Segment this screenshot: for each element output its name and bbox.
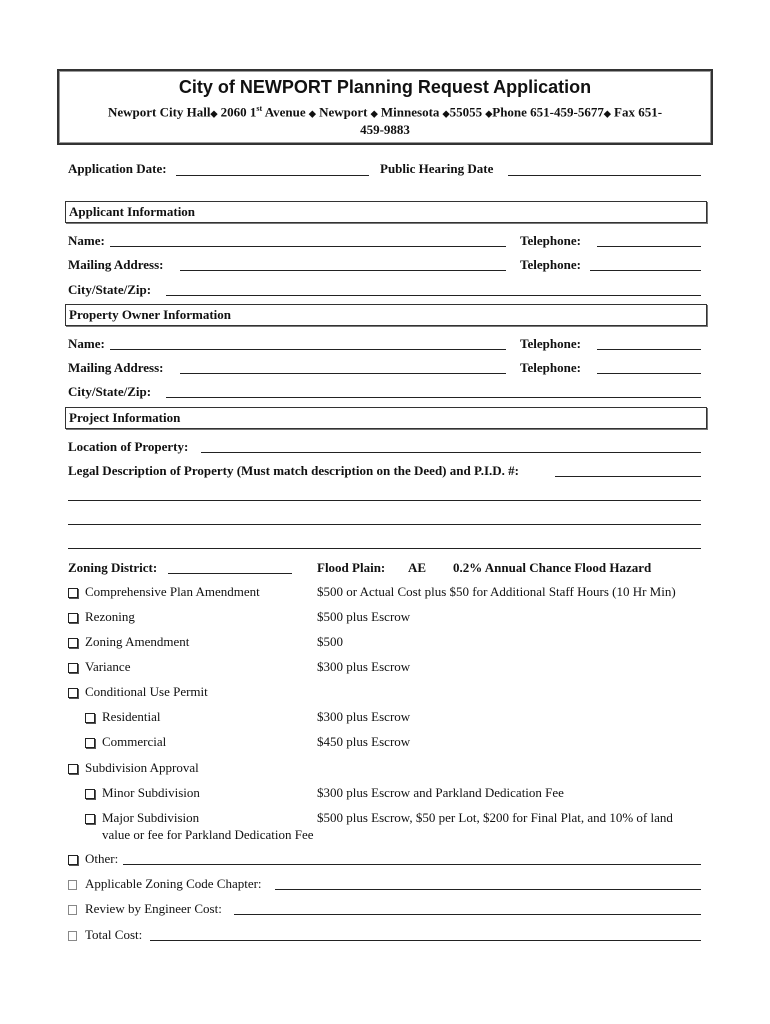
zoning-amendment-checkbox[interactable] xyxy=(68,638,78,648)
cup-checkbox[interactable] xyxy=(68,688,78,698)
street-number: 2060 1 xyxy=(220,104,257,120)
public-hearing-label: Public Hearing Date xyxy=(380,161,494,176)
legal-description-label: Legal Description of Property (Must match description on the Deed) and P.I.D. #: xyxy=(68,463,519,478)
residential-checkbox[interactable] xyxy=(85,713,95,723)
city-name: Newport xyxy=(319,104,368,120)
diamond-icon: ◆ xyxy=(603,108,611,119)
other-field[interactable] xyxy=(123,864,701,865)
street-suffix: st xyxy=(256,104,263,113)
legal-description-line-1[interactable] xyxy=(68,500,701,501)
applicant-mailing-field[interactable] xyxy=(180,270,506,271)
zoning-district-field[interactable] xyxy=(168,573,292,574)
owner-telephone2-field[interactable] xyxy=(597,373,701,374)
zoning-code-label: Applicable Zoning Code Chapter: xyxy=(85,876,262,891)
flood-plain-hazard: 0.2% Annual Chance Flood Hazard xyxy=(453,560,652,575)
total-cost-label: Total Cost: xyxy=(85,927,143,942)
page-title: City of NEWPORT Planning Request Application xyxy=(178,77,592,97)
major-subdivision-fee: $500 plus Escrow, $50 per Lot, $200 for Final Plat, and 10% of land xyxy=(317,810,673,825)
comp-plan-fee: $500 or Actual Cost plus $50 for Additional Staff Hours (10 Hr Min) xyxy=(317,584,676,599)
owner-mailing-label: Mailing Address: xyxy=(68,360,164,375)
applicant-telephone-field[interactable] xyxy=(597,246,701,247)
fax-number: Fax 651- xyxy=(614,104,663,120)
flood-plain-label: Flood Plain: xyxy=(317,560,386,575)
cup-label: Conditional Use Permit xyxy=(85,684,208,699)
engineer-cost-field[interactable] xyxy=(234,914,701,915)
phone-number: Phone 651-459-5677 xyxy=(492,104,604,120)
address-line xyxy=(59,104,711,120)
commercial-checkbox[interactable] xyxy=(85,738,95,748)
rezoning-fee: $500 plus Escrow xyxy=(317,609,411,624)
public-hearing-field[interactable] xyxy=(508,175,701,176)
zoning-district-label: Zoning District: xyxy=(68,560,158,575)
applicant-telephone-label: Telephone: xyxy=(520,233,581,248)
engineer-cost-label: Review by Engineer Cost: xyxy=(85,901,222,916)
applicant-name-label: Name: xyxy=(68,233,105,248)
variance-fee: $300 plus Escrow xyxy=(317,659,411,674)
diamond-icon: ◆ xyxy=(442,108,450,119)
location-label: Location of Property: xyxy=(68,439,189,454)
state-name: Minnesota xyxy=(380,104,440,120)
engineer-cost-checkbox[interactable] xyxy=(68,905,77,915)
rezoning-checkbox[interactable] xyxy=(68,613,78,623)
legal-description-line-3[interactable] xyxy=(68,548,701,549)
variance-label: Variance xyxy=(85,659,131,674)
legal-description-line-2[interactable] xyxy=(68,524,701,525)
applicant-heading: Applicant Information xyxy=(69,204,196,219)
zip-code: 55055 xyxy=(449,104,483,120)
minor-subdivision-checkbox[interactable] xyxy=(85,789,95,799)
pid-field[interactable] xyxy=(555,476,701,477)
subdivision-label: Subdivision Approval xyxy=(85,760,199,775)
owner-heading: Property Owner Information xyxy=(69,307,231,322)
owner-telephone-field[interactable] xyxy=(597,349,701,350)
owner-telephone-label: Telephone: xyxy=(520,336,581,351)
applicant-mailing-label: Mailing Address: xyxy=(68,257,164,272)
applicant-name-field[interactable] xyxy=(110,246,506,247)
owner-citystatezip-field[interactable] xyxy=(166,397,701,398)
residential-fee: $300 plus Escrow xyxy=(317,709,411,724)
project-section-header xyxy=(65,407,707,429)
fax-continued: 459-9883 xyxy=(360,122,410,137)
commercial-fee: $450 plus Escrow xyxy=(317,734,411,749)
city-hall: Newport City Hall xyxy=(107,104,211,120)
applicant-citystatezip-label: City/State/Zip: xyxy=(68,282,152,297)
diamond-icon: ◆ xyxy=(210,108,218,119)
total-cost-field[interactable] xyxy=(150,940,701,941)
zoning-code-field[interactable] xyxy=(275,889,701,890)
owner-mailing-field[interactable] xyxy=(180,373,506,374)
minor-subdivision-fee: $300 plus Escrow and Parkland Dedication Fee xyxy=(317,785,564,800)
owner-section-header xyxy=(65,304,707,326)
owner-citystatezip-label: City/State/Zip: xyxy=(68,384,152,399)
major-subdivision-label: Major Subdivision xyxy=(102,810,200,825)
major-subdivision-fee-cont: value or fee for Parkland Dedication Fee xyxy=(102,827,314,842)
project-heading: Project Information xyxy=(69,410,181,425)
comp-plan-checkbox[interactable] xyxy=(68,588,78,598)
owner-name-field[interactable] xyxy=(110,349,506,350)
applicant-telephone2-field[interactable] xyxy=(590,270,701,271)
zoning-amendment-fee: $500 xyxy=(317,634,343,649)
flood-plain-ae: AE xyxy=(408,560,427,575)
minor-subdivision-label: Minor Subdivision xyxy=(102,785,200,800)
owner-name-label: Name: xyxy=(68,336,105,351)
street-name: Avenue xyxy=(262,104,306,120)
major-subdivision-checkbox[interactable] xyxy=(85,814,95,824)
application-date-label: Application Date: xyxy=(68,161,167,176)
header-box xyxy=(57,69,713,145)
diamond-icon: ◆ xyxy=(308,108,316,119)
rezoning-label: Rezoning xyxy=(85,609,135,624)
location-field[interactable] xyxy=(201,452,701,453)
applicant-telephone2-label: Telephone: xyxy=(520,257,581,272)
other-checkbox[interactable] xyxy=(68,855,78,865)
diamond-icon: ◆ xyxy=(370,108,378,119)
other-label: Other: xyxy=(85,851,119,866)
application-date-field[interactable] xyxy=(176,175,369,176)
residential-label: Residential xyxy=(102,709,161,724)
applicant-citystatezip-field[interactable] xyxy=(166,295,701,296)
diamond-icon: ◆ xyxy=(485,108,493,119)
applicant-section-header xyxy=(65,201,707,223)
comp-plan-label: Comprehensive Plan Amendment xyxy=(85,584,260,599)
commercial-label: Commercial xyxy=(102,734,167,749)
total-cost-checkbox[interactable] xyxy=(68,931,77,941)
variance-checkbox[interactable] xyxy=(68,663,78,673)
subdivision-checkbox[interactable] xyxy=(68,764,78,774)
owner-telephone2-label: Telephone: xyxy=(520,360,581,375)
zoning-code-checkbox[interactable] xyxy=(68,880,77,890)
zoning-amendment-label: Zoning Amendment xyxy=(85,634,190,649)
